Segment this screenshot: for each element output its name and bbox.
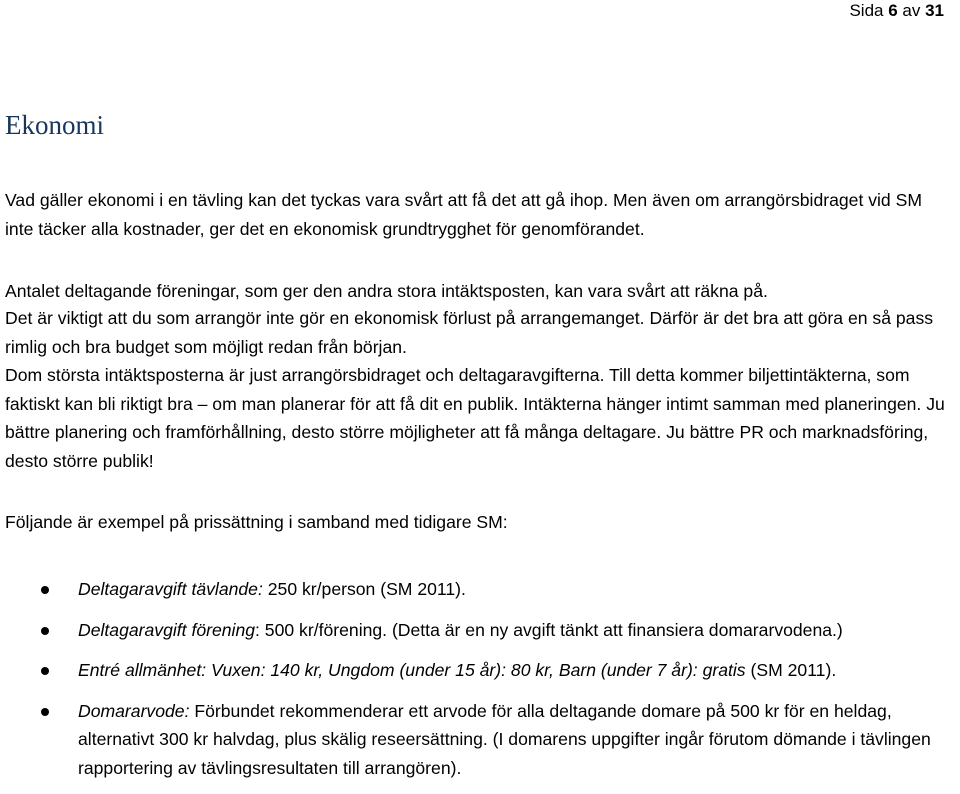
paragraph-participants: Antalet deltagande föreningar, som ger den andra stora intäktsposten, kan vara svårt att räkna på.: [5, 281, 768, 301]
bullet-icon: [41, 708, 49, 716]
list-item: [5, 575, 955, 604]
list-item-text: (SM 2011).: [745, 660, 837, 680]
list-item-label: Domararvode:: [78, 700, 190, 721]
list-item-text: 250 kr/person (SM 2011).: [262, 579, 466, 599]
list-item: [5, 616, 955, 645]
list-item-label: Entré allmänhet: Vuxen: 140 kr, Ungdom (under 15 år): 80 kr, Barn (under 7 år): gratis: [78, 660, 746, 680]
bullet-icon: [41, 627, 49, 635]
intro-paragraph: Vad gäller ekonomi i en tävling kan det tyckas vara svårt att få det att gå ihop. Men även om arrangörsbidraget vid SM inte täcker alla kostnader, ger det en ekonomisk grundtrygghet för genomförandet.: [5, 190, 922, 239]
page-number: [849, 0, 944, 22]
list-item-text: Förbundet rekommenderar ett arvode för alla deltagande domare på 500 kr för en heldag, alternativt 300 kr halvdag, plus skälig reseersättning. (I domarens uppgifter ingår förutom dömande i tävlingen rapportering av tävlingsresultaten till arrangören).: [78, 700, 931, 778]
list-item-label: Deltagaravgift förening: [78, 619, 256, 640]
section-heading: Ekonomi: [5, 110, 104, 140]
total-pages: 31: [925, 1, 944, 20]
list-item-text: : 500 kr/förening. (Detta är en ny avgift tänkt att finansiera domararvodena.): [255, 619, 843, 640]
bullet-icon: [41, 667, 49, 675]
current-page: 6: [888, 1, 898, 20]
page-number-separator: av: [897, 1, 926, 20]
paragraph-budget: Det är viktigt att du som arrangör inte gör en ekonomisk förlust på arrangemanget. Därför är det bra att göra en så pass rimlig och bra budget som möjligt redan från början.: [5, 308, 934, 357]
paragraph-revenue: Dom största intäktsposterna är just arrangörsbidraget och deltagaravgifterna. Till detta kommer biljettintäkterna, som faktiskt kan bli riktigt bra – om man planerar för att få dit en publik. Intäkterna hänger intimt samman med planeringen. Ju bättre planering och framförhållning, desto större möjligheter att få många deltagare. Ju bättre PR och marknadsföring, desto större publik!: [5, 365, 945, 471]
list-item: [5, 656, 955, 685]
pricing-example-intro: Följande är exempel på prissättning i samband med tidigare SM:: [5, 512, 508, 532]
list-item-label: Deltagaravgift tävlande:: [78, 579, 263, 599]
bullet-icon: [41, 586, 49, 594]
pricing-list: [5, 575, 955, 794]
page-number-prefix: Sida: [849, 1, 889, 20]
list-item: [5, 697, 955, 783]
